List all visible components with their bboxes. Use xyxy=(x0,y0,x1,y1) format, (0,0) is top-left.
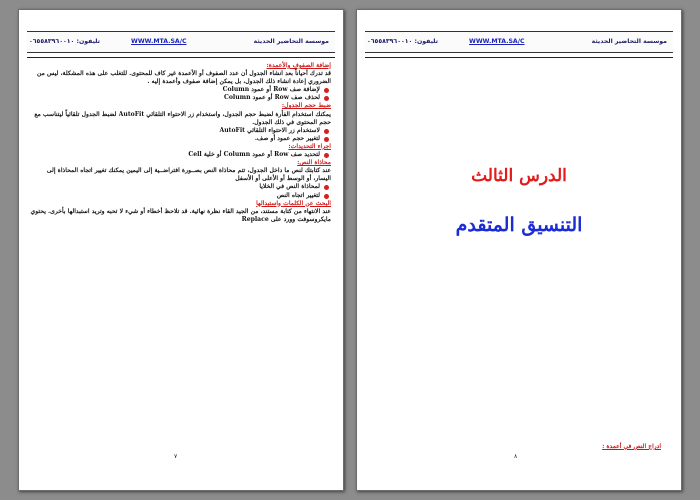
header-divider xyxy=(365,57,673,58)
lesson-title: الدرس الثالث xyxy=(471,166,567,186)
document-page-left xyxy=(18,9,344,491)
paragraph: عند كتابتك لنص ما داخل الجدول، تتم محاذاة النص بصــورة افتراضــية إلى اليمين يمكنك تغيير اتجاه المحاذاة إلى اليسار، أو الوسط أو الأعلى أو الأسفل xyxy=(46,167,331,183)
bullet-item: لتغيير اتجاه النص xyxy=(29,192,331,200)
bullet-item: لتحديد صف Row أو عمود Column أو خلية Cell xyxy=(29,151,331,159)
bullet-item: لإضافة صف Row أو عمود Column xyxy=(29,86,331,94)
lesson-subtitle: التنسيق المتقدم xyxy=(455,214,583,236)
header-organization: موسسة التحاضير الحديثة xyxy=(591,38,667,45)
section-heading: اجراء التحديدات: xyxy=(288,142,331,150)
section-heading: البحث عن الكلمات واستبدالها xyxy=(256,199,331,207)
section-heading: ضبط حجم الجدول: xyxy=(281,102,331,110)
document-page-right xyxy=(356,9,682,491)
paragraph: عند الانتهاء من كتابة مستند، من الجيد القاء نظرة نهائية. قد تلاحظ أخطاء أو شيء لا تحبه وتريد استبدالها بأخرى. يحتوي مايكروسوفت وورد على Replace xyxy=(30,207,331,223)
header-divider xyxy=(27,57,335,58)
paragraph: يمكنك استخدام الفأرة لضبط حجم الجدول، واستخدام زر الاحتواء التلقائي AutoFit لضبط الجدول تلقائياً ليتناسب مع حجم المحتوى في ذلك الجدول. xyxy=(34,110,331,126)
bullet-item: لحذف صف Row أو عمود Column xyxy=(29,94,331,102)
section-heading: إضافة الصفوف والأعمدة: xyxy=(266,62,331,69)
page-number: ٧ xyxy=(174,453,178,460)
page-header xyxy=(365,31,673,53)
header-website-link[interactable]: WWW.MTA.SA/C xyxy=(469,38,525,45)
header-organization: موسسة التحاضير الحديثة xyxy=(253,38,329,45)
header-phone: تليفون: ٠٦٥٥٨٣٩٦٠٠١٠ xyxy=(29,38,100,45)
header-phone: تليفون: ٠٦٥٥٨٣٩٦٠٠١٠ xyxy=(367,38,438,45)
section-heading-columns: ادراج النص في أعمدة : xyxy=(602,443,661,450)
bullet-item: لتغيير حجم عمود أو صف. xyxy=(29,135,331,143)
bullet-item: لاستخدام زر الاحتواء التلقائي AutoFit xyxy=(29,127,331,135)
page-content xyxy=(29,62,331,224)
paragraph: قد تدرك أحياناً بعد انشاء الجدول أن عدد الصفوف أو الأعمدة غير كاف للمحتوى. للتغلب على هذه المشكلة، ليس من الضروري إعادة انشاء ذلك الجدول، بل يمكن إضافة صفوف وأعمدة إليه . xyxy=(36,70,331,86)
page-header xyxy=(27,31,335,53)
bullet-item: لمحاذاة النص في الخلايا xyxy=(29,183,331,191)
page-number: ٨ xyxy=(514,453,518,460)
header-website-link[interactable]: WWW.MTA.SA/C xyxy=(131,38,187,45)
section-heading: محاذاة النص: xyxy=(297,159,331,167)
